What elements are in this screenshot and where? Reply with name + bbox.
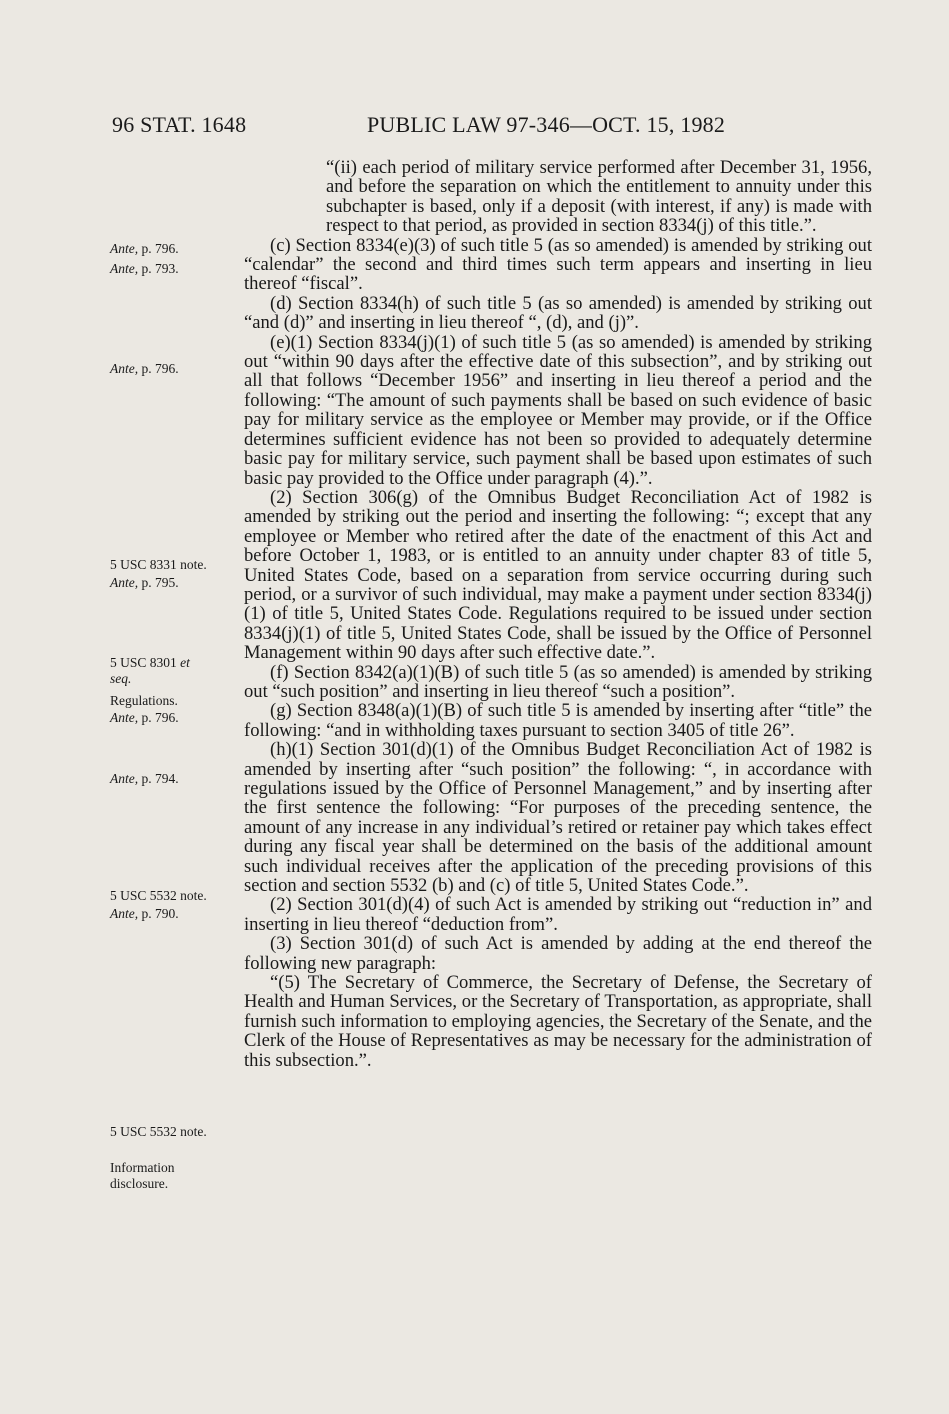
margin-note: 5 USC 8301 et seq. [110, 655, 190, 686]
paragraph: (h)(1) Section 301(d)(1) of the Omnibus Budget Reconciliation Act of 1982 is amended by inserting after “such position” the following: “, in accordance with regulations issued by the Office of Personnel Management,” and by inserting after the first sentence the following: “For purposes of the preceding sentence, the amount of any increase in any individual’s retired or retainer pay which takes effect during any fiscal year shall be determined on the basis of the additional amount such individual receives after the application of the preceding provisions of this section and section 5532 (b) and (c) of title 5, United States Code.”. [244, 739, 872, 897]
paragraph: “(ii) each period of military service performed after December 31, 1956, and before the separation on which the entitlement to annuity under this subchapter is based, only if a deposit (with interest, if any) is made with respect to that period, as provided in section 8334(j) of this title.”. [326, 157, 872, 237]
margin-note: 5 USC 8331 note. [110, 557, 207, 572]
margin-note: Ante, p. 793. [110, 261, 179, 276]
paragraph: “(5) The Secretary of Commerce, the Secretary of Defense, the Secretary of Health and Human Services, or the Secretary of Transportation, as appropriate, shall furnish such information to employing agencies, the Secretary of the Senate, and the Clerk of the House of Representatives as may be necessary for the administration of this subsection.”. [244, 972, 872, 1071]
paragraph: (2) Section 301(d)(4) of such Act is amended by striking out “reduction in” and inserting in lieu thereof “deduction from”. [244, 894, 872, 935]
stat-page-number: 96 STAT. 1648 [112, 112, 247, 137]
paragraph: (d) Section 8334(h) of such title 5 (as so amended) is amended by striking out “and (d)” and inserting in lieu thereof “, (d), and (j)”. [244, 292, 872, 334]
paragraph: (c) Section 8334(e)(3) of such title 5 (as so amended) is amended by striking out “calendar” the second and third times such term appears and inserting in lieu thereof “fiscal”. [244, 234, 872, 295]
paragraph: (e)(1) Section 8334(j)(1) of such title 5 (as so amended) is amended by striking out “within 90 days after the effective date of this subsection”, and by striking out all that follows “December 1956” and inserting in lieu thereof a period and the following: “The amount of such payments shall be based on such evidence of basic pay for military service as the employee or Member may provide, or if the Office determines sufficient evidence has not been so provided to adequately determine basic pay for military service, such payment shall be based upon estimates of such basic pay provided to the Office under paragraph (4).”. [244, 331, 872, 489]
margin-note: Information disclosure. [110, 1160, 175, 1191]
margin-note: Ante, p. 796. [110, 241, 179, 256]
paragraph: (g) Section 8348(a)(1)(B) of such title 5 is amended by inserting after “title” the following: “and in withholding taxes pursuant to section 3405 of title 26”. [244, 700, 872, 741]
margin-note: Ante, p. 796. [110, 361, 179, 376]
running-title: PUBLIC LAW 97-346—OCT. 15, 1982 [367, 112, 726, 137]
margin-note: Ante, p. 796. [110, 710, 179, 725]
paragraph: (3) Section 301(d) of such Act is amended by adding at the end thereof the following new paragraph: [244, 933, 872, 974]
paragraph: (2) Section 306(g) of the Omnibus Budget Reconciliation Act of 1982 is amended by striking out the period and inserting the following: “; except that any employee or Member who retired after the date of the enactment of this Act and before October 1, 1983, or is entitled to an annuity under chapter 83 of title 5, United States Code, based on a separation from service occurring during such period, or a survivor of such individual, may make a payment under section 8334(j)(1) of title 5, United States Code. Regulations required to be issued under section 8334(j)(1) of title 5, United States Code, shall be issued by the Office of Personnel Management within 90 days after such effective date.”. [244, 486, 872, 664]
margin-note: Regulations. [110, 693, 178, 708]
margin-note: Ante, p. 794. [110, 771, 179, 786]
margin-note: Ante, p. 790. [110, 906, 179, 921]
margin-note: 5 USC 5532 note. [110, 888, 207, 903]
margin-note: Ante, p. 795. [110, 575, 179, 590]
body-text [244, 158, 872, 1070]
paragraph: (f) Section 8342(a)(1)(B) of such title 5 (as so amended) is amended by striking out “such position” and inserting in lieu thereof “such a position”. [244, 661, 872, 702]
margin-note: 5 USC 5532 note. [110, 1124, 207, 1139]
page-header [112, 112, 872, 142]
